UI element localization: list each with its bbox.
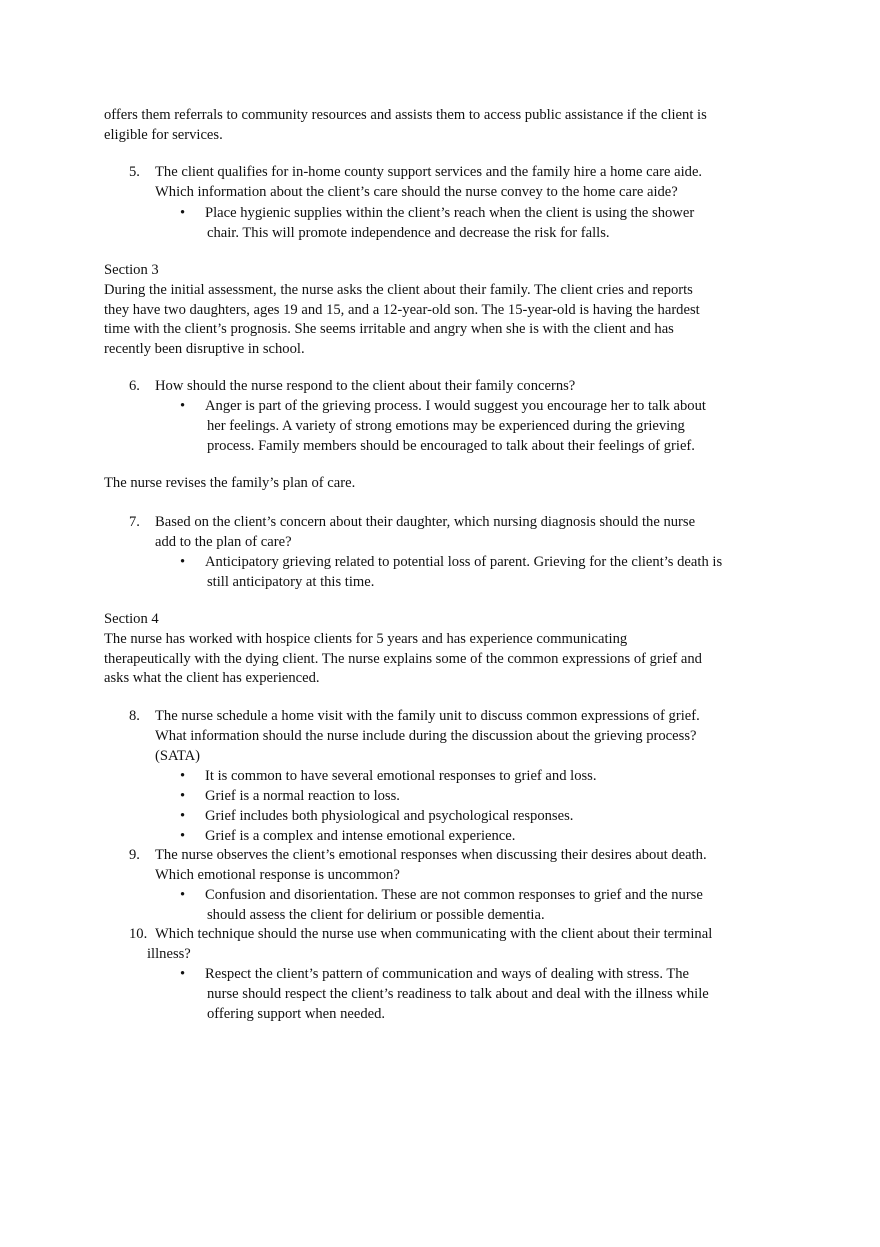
question-text-line: Which technique should the nurse use when communicating with the client about their terminal	[155, 926, 713, 942]
text-line: therapeutically with the dying client. The nurse explains some of the common expressions of grief and	[104, 650, 702, 667]
bullet-icon: •	[180, 887, 186, 903]
text-line: time with the client’s prognosis. She seems irritable and angry when she is with the client and has	[104, 321, 674, 338]
bullet-icon: •	[180, 788, 186, 804]
question-text-line: Which emotional response is uncommon?	[155, 867, 400, 883]
answer-text-line: process. Family members should be encouraged to talk about their feelings of grief.	[207, 438, 695, 454]
plan-revision-text: The nurse revises the family’s plan of care.	[104, 475, 356, 491]
question-text-line: (SATA)	[155, 748, 201, 764]
question-number: 8.	[129, 708, 140, 724]
answer-text-line: Place hygienic supplies within the client’s reach when the client is using the shower	[205, 205, 695, 221]
answer-text-line: should assess the client for delirium or possible dementia.	[207, 907, 545, 923]
text-line: offers them referrals to community resources and assists them to access public assistance if the client is	[104, 107, 707, 123]
bullet-icon: •	[180, 554, 186, 570]
question-number: 5.	[129, 164, 140, 180]
answer-text-line: nurse should respect the client’s readiness to talk about and deal with the illness while	[207, 986, 709, 1002]
question-number: 9.	[129, 847, 140, 863]
text-line: they have two daughters, ages 19 and 15, and a 12-year-old son. The 15-year-old is having the hardest	[104, 301, 700, 318]
answer-text-line: offering support when needed.	[207, 1006, 386, 1022]
question-text-line: add to the plan of care?	[155, 534, 292, 550]
answer-text-line: her feelings. A variety of strong emotions may be experienced during the grieving	[207, 418, 685, 434]
section-3-paragraph	[104, 281, 774, 359]
text-line: asks what the client has experienced.	[104, 670, 320, 687]
bullet-icon: •	[180, 966, 186, 982]
answer-text-line: Anger is part of the grieving process. I would suggest you encourage her to talk about	[205, 398, 706, 414]
text-line: eligible for services.	[104, 126, 223, 143]
answer-item: Grief is a normal reaction to loss.	[205, 788, 400, 804]
answer-item: It is common to have several emotional responses to grief and loss.	[205, 768, 597, 784]
answer-text-line: chair. This will promote independence and decrease the risk for falls.	[207, 225, 610, 241]
bullet-icon: •	[180, 398, 186, 414]
answer-text-line: Respect the client’s pattern of communication and ways of dealing with stress. The	[205, 966, 690, 982]
question-text-line: Which information about the client’s care should the nurse convey to the home care aide?	[155, 184, 678, 200]
question-text-line: How should the nurse respond to the client about their family concerns?	[155, 378, 576, 394]
question-number: 6.	[129, 378, 140, 394]
answer-text-line: Confusion and disorientation. These are not common responses to grief and the nurse	[205, 887, 703, 903]
question-number: 7.	[129, 514, 140, 530]
answer-text-line: Anticipatory grieving related to potential loss of parent. Grieving for the client’s death is	[205, 554, 723, 570]
question-number: 10.	[129, 926, 148, 942]
question-text-line: What information should the nurse include during the discussion about the grieving process?	[155, 728, 697, 744]
section-4-paragraph	[104, 630, 774, 689]
answer-item: Grief includes both physiological and psychological responses.	[205, 808, 574, 824]
bullet-icon: •	[180, 828, 186, 844]
intro-paragraph	[104, 106, 774, 145]
bullet-icon: •	[180, 205, 186, 221]
text-line: recently been disruptive in school.	[104, 340, 305, 357]
bullet-icon: •	[180, 808, 186, 824]
section-4-heading: Section 4	[104, 611, 159, 627]
bullet-icon: •	[180, 768, 186, 784]
answer-item: Grief is a complex and intense emotional experience.	[205, 828, 516, 844]
text-line: The nurse has worked with hospice clients for 5 years and has experience communicating	[104, 631, 628, 647]
question-text-line: illness?	[147, 946, 191, 962]
question-text-line: The nurse schedule a home visit with the family unit to discuss common expressions of grief.	[155, 708, 700, 724]
question-text-line: The nurse observes the client’s emotional responses when discussing their desires about death.	[155, 847, 707, 863]
question-text-line: Based on the client’s concern about their daughter, which nursing diagnosis should the nurse	[155, 514, 696, 530]
question-text-line: The client qualifies for in-home county support services and the family hire a home care aide.	[155, 164, 703, 180]
answer-text-line: still anticipatory at this time.	[207, 574, 375, 590]
text-line: During the initial assessment, the nurse asks the client about their family. The client cries and reports	[104, 282, 693, 298]
section-3-heading: Section 3	[104, 262, 159, 278]
